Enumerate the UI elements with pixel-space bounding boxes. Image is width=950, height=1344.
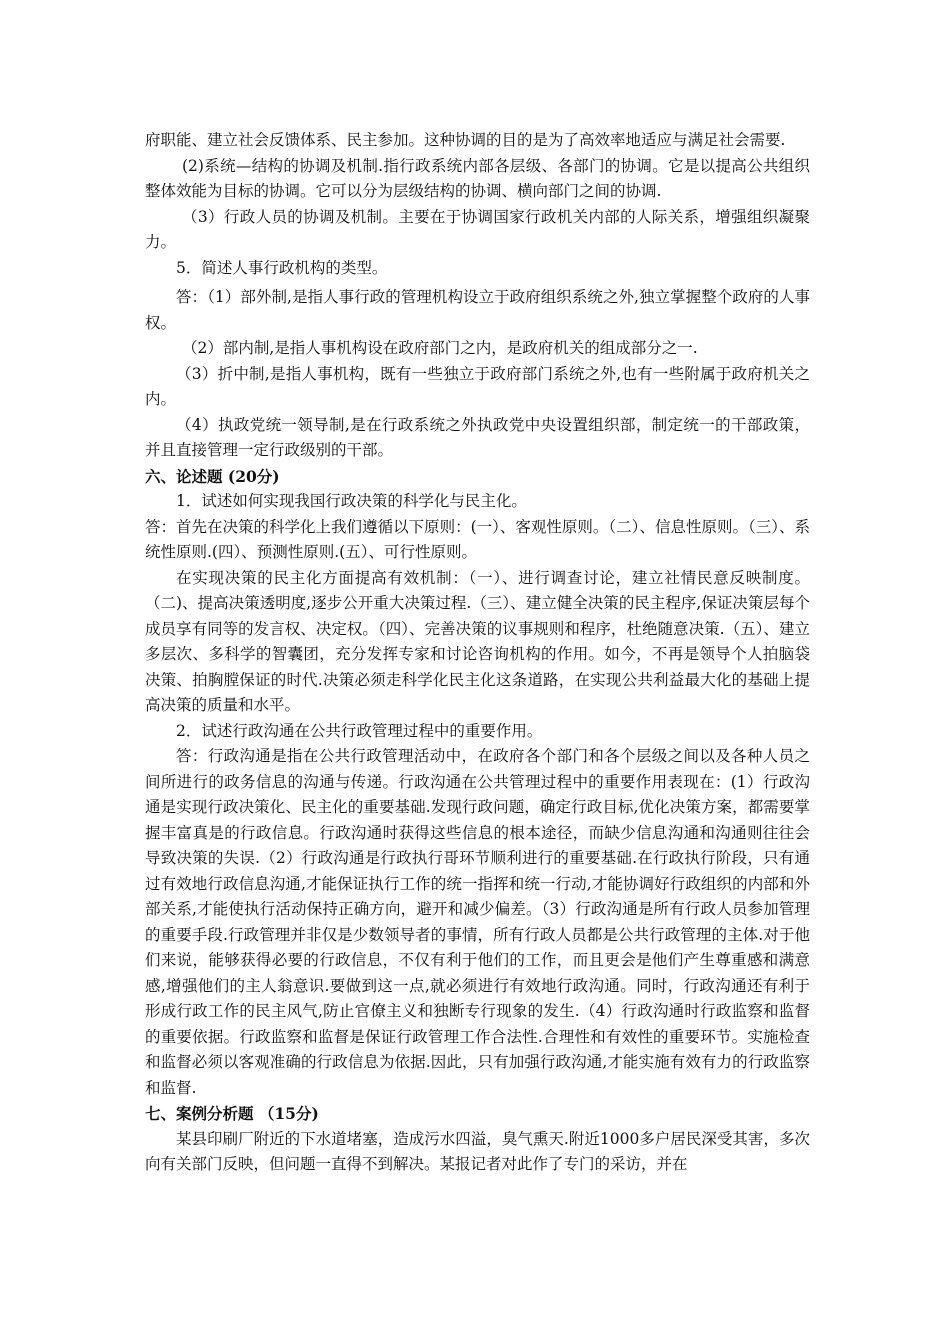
section-heading: 七、案例分析题 （15分): [145, 1104, 319, 1123]
section-heading: 六、论述题 (20分): [145, 466, 280, 486]
question-title: 1．试述如何实现我国行政决策的科学化与民主化。: [176, 492, 527, 510]
document-body: [145, 128, 810, 1178]
paragraph: （2）部内制,是指人事机构设在政府部门之内，是政府机关的组成部分之一.: [182, 339, 698, 357]
paragraph: （3）行政人员的协调及机制。主要在于协调国家行政机关内部的人际关系，增强组织凝聚力。: [145, 207, 810, 251]
paragraph: 在实现决策的民主化方面提高有效机制：（一）、进行调查讨论，建立社情民意反映制度。（二)、提高决策透明度,逐步公开重大决策过程.（三）、建立健全决策的民主程序,保证决策层每个成员享有同等的发言权、决定权。（四）、完善决策的议事规则和程序，杜绝随意决策.（五）、建立多层次、多科学的智囊团，充分发挥专家和讨论咨询机构的作用。如今，不再是领导个人拍脑袋决策、拍胸膛保证的时代.决策必须走科学化民主化这条道路，在实现公共利益最大化的基础上提高决策的质量和水平。: [145, 568, 810, 714]
question-title: 2．试述行政沟通在公共行政管理过程中的重要作用。: [176, 721, 543, 740]
paragraph: （3）折中制,是指人事机构，既有一些独立于政府部门系统之外,也有一些附属于政府机关之内。: [145, 364, 810, 408]
paragraph: (2)系统—结构的协调及机制.指行政系统内部各层级、各部门的协调。它是以提高公共组织整体效能为目标的协调。它可以分为层级结构的协调、横向部门之间的协调.: [145, 156, 810, 200]
paragraph: （4）执政党统一领导制,是在行政系统之外执政党中央设置组织部，制定统一的干部政策，并且直接管理一定行政级别的干部。: [145, 415, 810, 459]
paragraph: 某县印刷厂附近的下水道堵塞，造成污水四溢，臭气熏天.附近1000多户居民深受其害，多次向有关部门反映，但问题一直得不到解决。某报记者对此作了专门的采访，并在: [145, 1129, 810, 1173]
answer-paragraph: 答：首先在决策的科学化上我们遵循以下原则：(一）、客观性原则。（二）、信息性原则。（三）、系统性原则.(四）、预测性原则.(五）、可行性原则。: [145, 517, 810, 561]
paragraph: 府职能、建立社会反馈体系、民主参加。这种协调的目的是为了高效率地适应与满足社会需要.: [145, 131, 786, 149]
question-title: 5．简述人事行政机构的类型。: [176, 258, 388, 277]
answer-paragraph: 答：行政沟通是指在公共行政管理活动中，在政府各个部门和各个层级之间以及各种人员之间所进行的政务信息的沟通与传递。行政沟通在公共管理过程中的重要作用表现在：(1）行政沟通是实现行政决策化、民主化的重要基础.发现行政问题，确定行政目标,优化决策方案，都需要掌握丰富真是的行政信息。行政沟通时获得这些信息的根本途径，而缺少信息沟通和沟通则往往会导致决策的失误.（2）行政沟通是行政执行哥环节顺利进行的重要基础.在行政执行阶段，只有通过有效地行政信息沟通,才能保证执行工作的统一指挥和统一行动,才能协调好行政组织的内部和外部关系,才能使执行活动保持正确方向，避开和减少偏差。（3）行政沟通是所有行政人员参加管理的重要手段.行政管理并非仅是少数领导者的事情，所有行政人员都是公共行政管理的主体.对于他们来说，能够获得必要的行政信息，不仅有利于他们的工作，而且更会是他们产生尊重感和满意感,增强他们的主人翁意识.要做到这一点,就必须进行有效地行政沟通。同时，行政沟通还有利于形成行政工作的民主风气,防止官僚主义和独断专行现象的发生.（4）行政沟通时行政监察和监督的重要依据。行政监察和监督是保证行政管理工作合法性.合理性和有效性的重要环节。实施检查和监督必须以客观准确的行政信息为依据.因此，只有加强行政沟通,才能实施有效有力的行政监察和监督.: [145, 747, 810, 1097]
answer-paragraph: 答：（1）部外制,是指人事行政的管理机构设立于政府组织系统之外,独立掌握整个政府的人事权。: [145, 288, 810, 332]
